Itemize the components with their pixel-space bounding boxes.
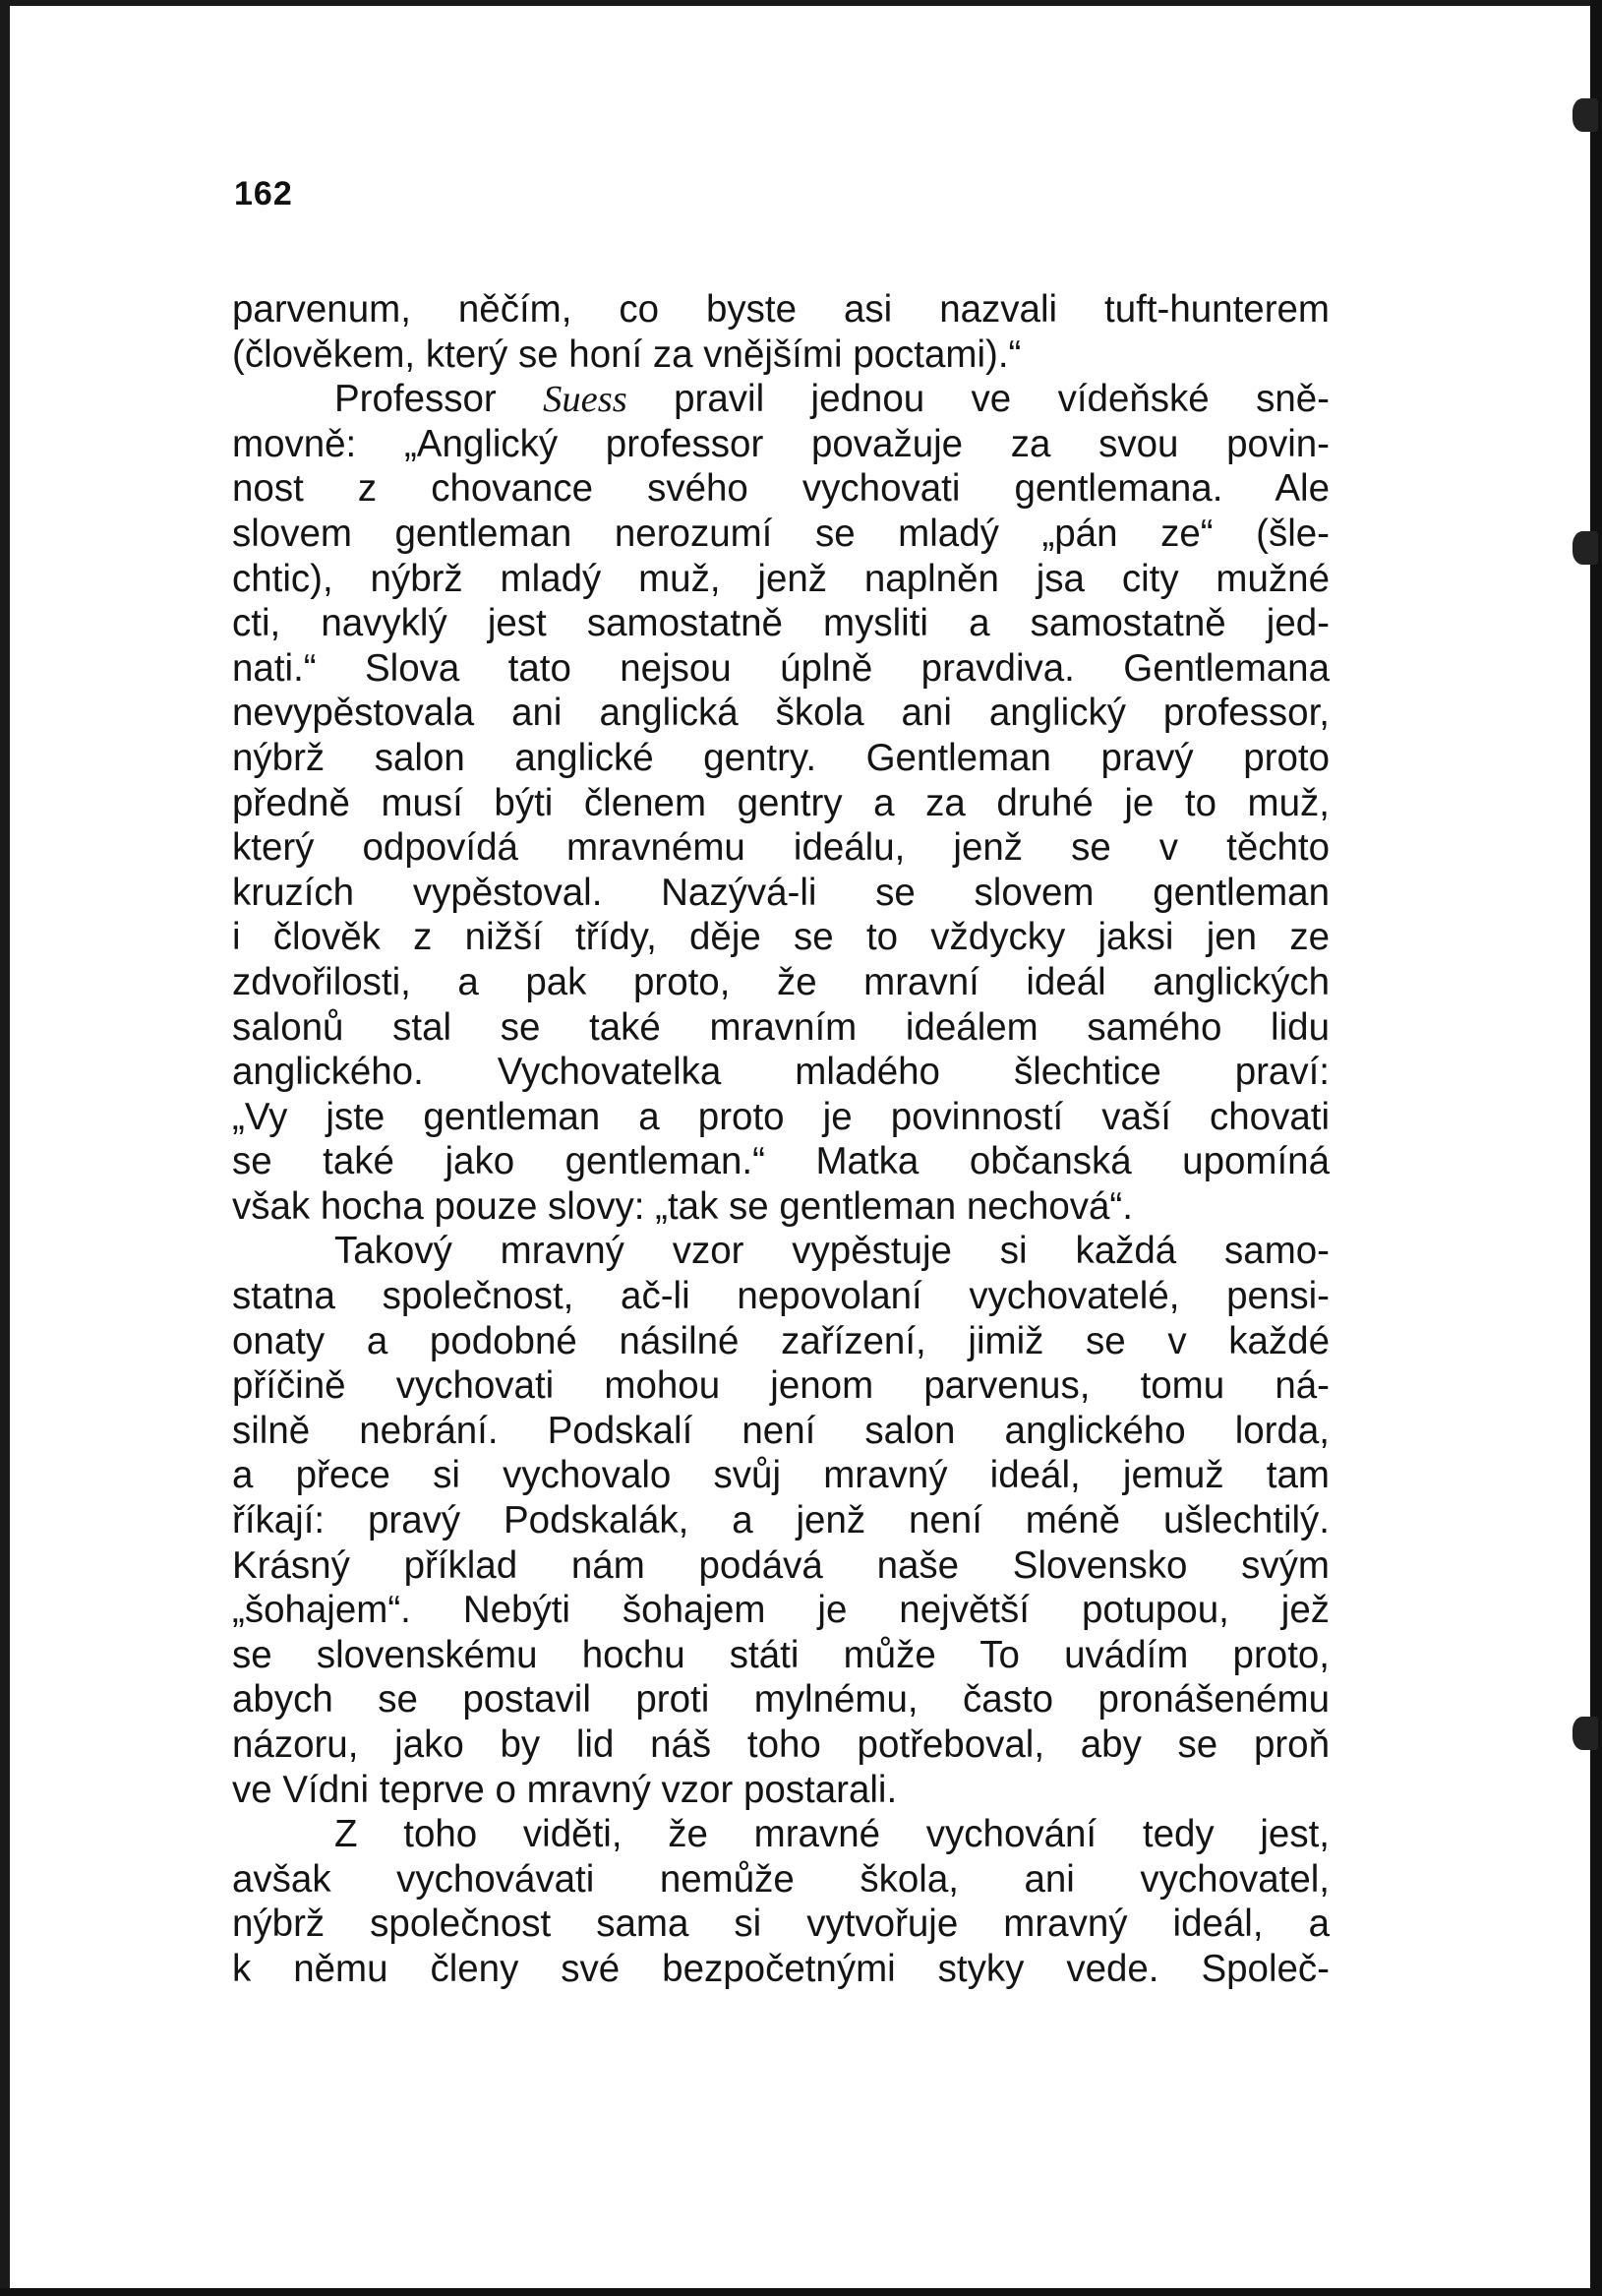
text-line: cti, navyklý jest samostatně mysliti a samostatně jed- (232, 602, 1330, 645)
text-line: (člověkem, který se honí za vnějšími poctami).“ (232, 332, 1022, 376)
text-line: Z toho viděti, že mravné vychování tedy jest, (334, 1813, 1330, 1856)
text-line: Krásný příklad nám podává naše Slovensko svým (232, 1543, 1330, 1587)
text-line: se slovenskému hochu státi může To uvádím proto, (232, 1633, 1330, 1676)
text-line: říkají: pravý Podskalák, a jenž není méně ušlechtilý. (232, 1499, 1330, 1542)
text-line: nost z chovance svého vychovati gentlemana. Ale (232, 467, 1330, 511)
binding-mark (1572, 98, 1598, 132)
text-line: avšak vychovávati nemůže škola, ani vychovatel, (232, 1857, 1330, 1901)
binding-mark (1572, 1717, 1598, 1750)
text-line: kruzích vypěstoval. Nazývá-li se slovem gentleman (232, 871, 1330, 914)
scan-border-left (0, 0, 10, 2296)
text-line: příčině vychovati mohou jenom parvenus, tomu ná- (232, 1364, 1330, 1408)
text-line: předně musí býti členem gentry a za druhé je to muž, (232, 781, 1330, 824)
text-line: salonů stal se také mravním ideálem samého lidu (232, 1005, 1330, 1049)
text-line: slovem gentleman nerozumí se mladý „pán ze“ (šle- (232, 512, 1330, 555)
text-line: anglického. Vychovatelka mladého šlechtice praví: (232, 1051, 1330, 1094)
italic-name: Suess (543, 379, 627, 421)
text-line: nevypěstovala ani anglická škola ani anglický professor, (232, 692, 1330, 735)
binding-mark (1572, 531, 1598, 565)
text-line: nýbrž společnost sama si vytvořuje mravný ideál, a (232, 1903, 1330, 1946)
text-line: Professor Suess pravil jednou ve vídeňské sně- (334, 378, 1330, 421)
text-line: parvenum, něčím, co byste asi nazvali tuft-hunterem (232, 288, 1330, 331)
text-line: a přece si vychovalo svůj mravný ideál, jemuž tam (232, 1454, 1330, 1497)
page-number: 162 (234, 175, 293, 212)
text-line: statna společnost, ač-li nepovolaní vychovatelé, pensi- (232, 1275, 1330, 1318)
text-line: chtic), nýbrž mladý muž, jenž naplněn jsa city mužné (232, 557, 1330, 600)
text-line: zdvořilosti, a pak proto, že mravní ideál anglických (232, 960, 1330, 1003)
text-line: názoru, jako by lid náš toho potřeboval, aby se proň (232, 1723, 1330, 1766)
text-line: nati.“ Slova tato nejsou úplně pravdiva. Gentlemana (232, 646, 1330, 690)
scan-border-right (1590, 0, 1602, 2296)
text-line: ve Vídni teprve o mravný vzor postarali. (232, 1768, 898, 1811)
text-line: „šohajem“. Nebýti šohajem je největší potupou, jež (232, 1589, 1330, 1632)
text-line: k němu členy své bezpočetnými styky vede. Společ- (232, 1947, 1330, 1990)
text-line: i člověk z nižší třídy, děje se to vždycky jaksi jen ze (232, 916, 1330, 959)
text-line: však hocha pouze slovy: „tak se gentleman nechová“. (232, 1184, 1133, 1228)
body-text (232, 287, 1330, 1992)
text-line: abych se postavil proti mylnému, často pronášenému (232, 1678, 1330, 1722)
text-line: se také jako gentleman.“ Matka občanská upomíná (232, 1140, 1330, 1183)
text-line: nýbrž salon anglické gentry. Gentleman pravý proto (232, 736, 1330, 779)
text-line: Takový mravný vzor vypěstuje si každá samo- (334, 1230, 1330, 1273)
text-line: který odpovídá mravnému ideálu, jenž se v těchto (232, 826, 1330, 870)
text-line: movně: „Anglický professor považuje za svou povin- (232, 422, 1330, 465)
scan-border-top (0, 0, 1602, 6)
scan-border-bottom (0, 2288, 1602, 2296)
text-line: silně nebrání. Podskalí není salon anglického lorda, (232, 1409, 1330, 1452)
text-line: onaty a podobné násilné zařízení, jimiž se v každé (232, 1319, 1330, 1362)
text-line: „Vy jste gentleman a proto je povinností vaší chovati (232, 1095, 1330, 1138)
